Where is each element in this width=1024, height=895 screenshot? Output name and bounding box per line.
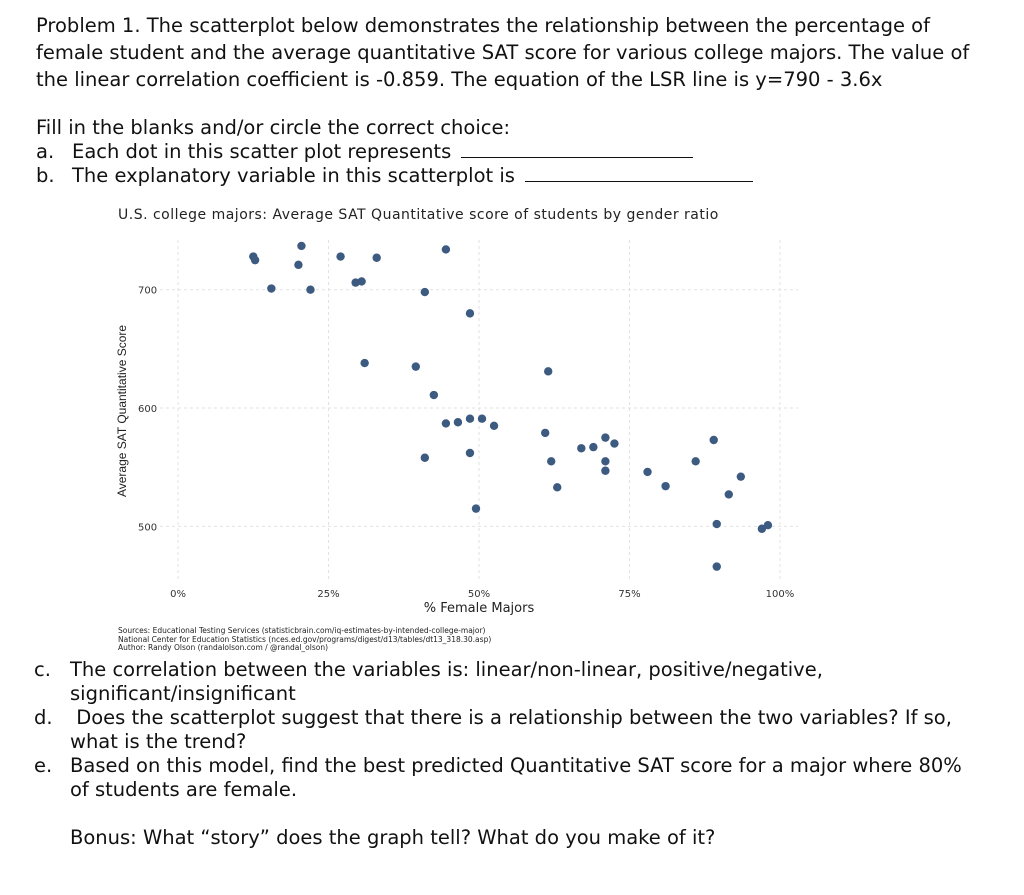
chart-title: U.S. college majors: Average SAT Quantitative score of students by gender ratio: [118, 207, 719, 223]
data-point: [267, 284, 275, 292]
data-point: [372, 254, 380, 262]
data-point: [764, 521, 772, 529]
data-point: [737, 472, 745, 480]
question-d-line1: Does the scatterplot suggest that there is a relationship between the two variables? If so,: [70, 706, 952, 729]
question-d-line2: what is the trend?: [70, 730, 247, 753]
data-point: [643, 468, 651, 476]
x-tick-label: 0%: [170, 589, 186, 600]
data-point: [601, 457, 609, 465]
data-point: [691, 457, 699, 465]
fill-in-intro: Fill in the blanks and/or circle the correct choice:: [36, 116, 511, 139]
data-point: [297, 242, 305, 250]
data-point: [472, 504, 480, 512]
question-b-text: The explanatory variable in this scatterplot is: [72, 164, 515, 187]
data-point: [442, 245, 450, 253]
x-tick-labels: [170, 589, 794, 600]
data-point: [710, 436, 718, 444]
data-point: [454, 418, 462, 426]
data-point: [713, 520, 721, 528]
scatter-plot: [108, 232, 808, 624]
x-tick-label: 50%: [467, 589, 491, 600]
questions-section: [34, 658, 994, 802]
data-point: [541, 429, 549, 437]
data-point: [466, 449, 474, 457]
source-line-2: National Center for Education Statistics (nces.ed.gov/programs/digest/d13/tables/dt13_318.30.asp): [118, 634, 492, 644]
data-point: [306, 286, 314, 294]
question-a-label: a.: [36, 140, 55, 163]
question-c-label: c.: [34, 658, 51, 681]
data-point: [577, 444, 585, 452]
data-point: [466, 414, 474, 422]
data-point: [360, 359, 368, 367]
data-point: [442, 419, 450, 427]
data-point: [478, 414, 486, 422]
fill-in-section: [36, 116, 986, 188]
data-point: [421, 288, 429, 296]
data-point: [357, 277, 365, 285]
y-tick-label: 700: [138, 285, 158, 297]
x-tick-label: 100%: [765, 589, 795, 600]
data-point: [601, 467, 609, 475]
data-points: [249, 242, 772, 571]
data-point: [547, 457, 555, 465]
data-point: [544, 367, 552, 375]
question-d-label: d.: [34, 706, 53, 729]
data-point: [713, 562, 721, 570]
bonus-question: Bonus: What “story” does the graph tell? What do you make of it?: [70, 826, 716, 849]
x-axis-label: % Female Majors: [423, 601, 535, 616]
data-point: [601, 433, 609, 441]
question-c-line2[interactable]: significant/insignificant: [70, 682, 296, 705]
data-point: [661, 482, 669, 490]
data-point: [466, 309, 474, 317]
y-tick-labels: [138, 286, 157, 534]
question-e-label: e.: [34, 754, 53, 777]
x-tick-label: 25%: [317, 589, 340, 600]
question-e-line1: Based on this model, find the best predicted Quantitative SAT score for a major where 80%: [70, 754, 962, 777]
data-point: [421, 454, 429, 462]
data-point: [589, 443, 597, 451]
grid-lines: [160, 240, 798, 582]
x-tick-label: 75%: [618, 589, 641, 600]
y-tick-label: 500: [138, 522, 158, 534]
data-point: [553, 483, 561, 491]
question-d: [34, 706, 994, 754]
data-point: [725, 490, 733, 498]
question-b: [36, 164, 986, 188]
source-line-1: Sources: Educational Testing Services (statisticbrain.com/iq-estimates-by-intended-college-major): [118, 626, 486, 635]
data-point: [294, 261, 302, 269]
answer-blank-b[interactable]: [525, 180, 753, 182]
source-line-3: Author: Randy Olson (randalolson.com / @randal_olson): [118, 643, 329, 652]
data-point: [430, 391, 438, 399]
y-tick-label: 600: [138, 404, 158, 416]
y-axis-label: Average SAT Quantitative Score: [115, 324, 129, 498]
data-point: [412, 362, 420, 370]
question-b-label: b.: [36, 164, 55, 187]
data-point: [610, 439, 618, 447]
question-e: [34, 754, 994, 802]
data-point: [490, 422, 498, 430]
problem-statement: Problem 1. The scatterplot below demonstrates the relationship between the percentage of female student and the average quantitative SAT score for various college majors. The value of the linear correlation coefficient is -0.859. The equation of the LSR line is y=790 - 3.6x: [36, 14, 970, 91]
question-e-line2: of students are female.: [70, 778, 298, 801]
question-a-text: Each dot in this scatter plot represents: [72, 140, 452, 163]
question-c-line1[interactable]: The correlation between the variables is: linear/non-linear, positive/negative,: [70, 658, 823, 681]
data-point: [251, 256, 259, 264]
chart-sources: [118, 627, 491, 653]
answer-blank-a[interactable]: [461, 156, 693, 158]
question-a: [36, 140, 986, 164]
question-c: [34, 658, 994, 706]
data-point: [336, 252, 344, 260]
